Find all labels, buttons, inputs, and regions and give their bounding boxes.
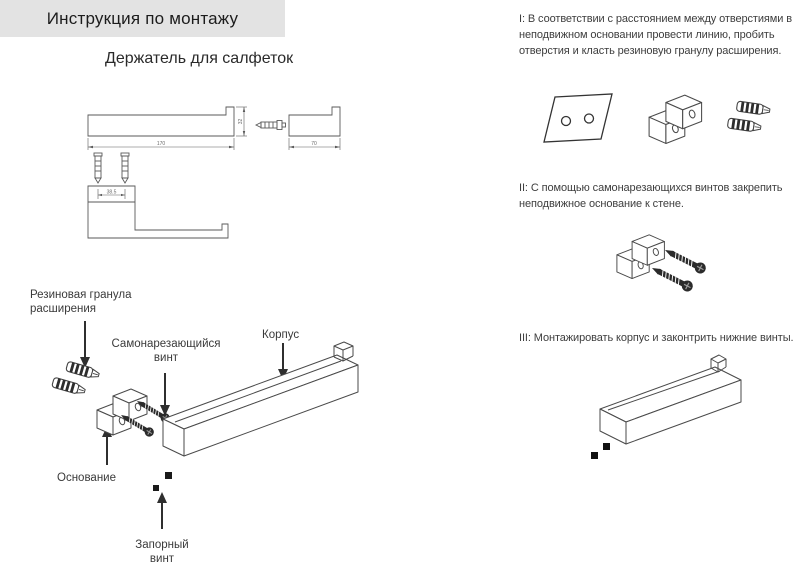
length-dimension: 170	[156, 141, 166, 147]
depth-dimension: 70	[311, 141, 317, 147]
holder-body-icon	[600, 355, 741, 444]
header-bar	[0, 0, 285, 37]
product-subtitle: Держатель для салфеток	[105, 50, 294, 67]
height-dimension: 32	[238, 118, 244, 125]
label-base: Основание	[57, 472, 116, 484]
step-3-text: III: Монтажировать корпус и законтрить нижние винты.	[519, 332, 794, 344]
label-body: Корпус	[262, 329, 300, 341]
hole-spacing-dimension: 38.5	[106, 189, 117, 196]
locking-screw-icons	[591, 443, 610, 459]
step-2-illustration	[595, 222, 770, 327]
label-rubber-granule: Резиновая гранула расширения	[30, 289, 132, 316]
label-self-tapping-screw: Самонарезающийся винт	[111, 338, 221, 365]
technical-drawing	[80, 98, 360, 248]
step-2-text: II: С помощью самонарезающихся винтов закрепить неподвижное основание к стене.	[519, 182, 783, 210]
step-1-illustration	[525, 85, 780, 180]
rubber-anchor-icons	[727, 101, 770, 132]
page-title: Инструкция по монтажу	[46, 8, 239, 28]
rubber-anchor-icons	[52, 361, 100, 396]
locking-screw-icons	[153, 472, 172, 491]
step-3-illustration	[580, 352, 790, 477]
base-block-icon	[649, 95, 702, 143]
wall-plate-icon	[544, 94, 612, 142]
step-1-text: I: В соответствии с расстоянием между отверстиями в неподвижном основании провести линию, пробить отверстия и класть резиновую гранулу расширения.	[519, 13, 792, 57]
exploded-diagram	[25, 283, 480, 572]
label-locking-screw: Запорный винт	[135, 539, 189, 566]
